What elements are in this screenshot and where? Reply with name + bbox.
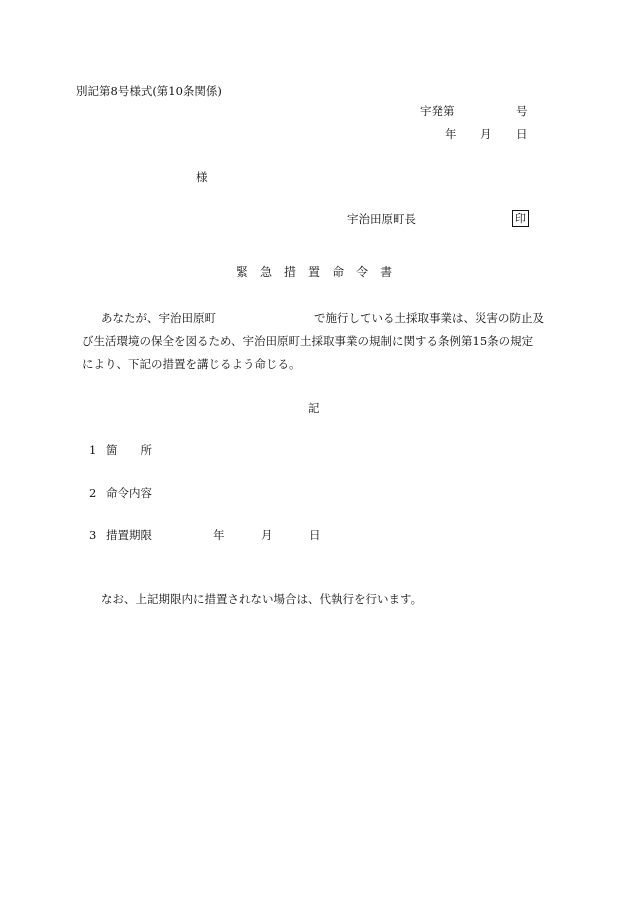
issue-number-suffix: 号 xyxy=(516,104,528,118)
title-char: 緊 xyxy=(236,265,249,279)
body-line-3: により、下記の措置を講じるよう命じる。 xyxy=(82,357,301,371)
deadline-year: 年 xyxy=(213,528,225,542)
ki-heading: 記 xyxy=(308,401,320,415)
issue-number-prefix: 宇発第 xyxy=(420,104,455,118)
footer-note: なお、上記期限内に措置されない場合は、代執行を行います。 xyxy=(101,592,423,606)
title-char: 書 xyxy=(380,265,393,279)
title-char: 置 xyxy=(308,265,321,279)
title-char: 命 xyxy=(332,265,345,279)
form-number: 別記第8号様式(第10条関係) xyxy=(76,84,222,98)
seal-stamp: 印 xyxy=(512,210,529,227)
addressee-honorific: 様 xyxy=(196,170,208,184)
item-number-1: 1 xyxy=(89,443,97,457)
item-label-location: 箇 所 xyxy=(106,443,152,457)
item-number-2: 2 xyxy=(89,486,97,500)
deadline-day: 日 xyxy=(309,528,321,542)
title-char: 措 xyxy=(284,265,297,279)
body-line-2: び生活環境の保全を図るため、宇治田原町土採取事業の規制に関する条例第15条の規定 xyxy=(82,334,534,348)
title-char: 急 xyxy=(260,265,273,279)
date-month: 月 xyxy=(480,127,492,141)
body-line-1b: で施行している土採取事業は、災害の防止及 xyxy=(314,311,544,325)
date-day: 日 xyxy=(516,127,528,141)
body-line-1a: あなたが、宇治田原町 xyxy=(101,311,216,325)
deadline-month: 月 xyxy=(261,528,273,542)
title-char: 令 xyxy=(356,265,369,279)
item-number-3: 3 xyxy=(89,528,97,542)
issuer-name: 宇治田原町長 xyxy=(347,212,416,226)
item-label-order-content: 命令内容 xyxy=(106,486,152,500)
item-label-deadline: 措置期限 xyxy=(106,528,152,542)
date-year: 年 xyxy=(445,127,457,141)
document-title xyxy=(236,266,392,278)
